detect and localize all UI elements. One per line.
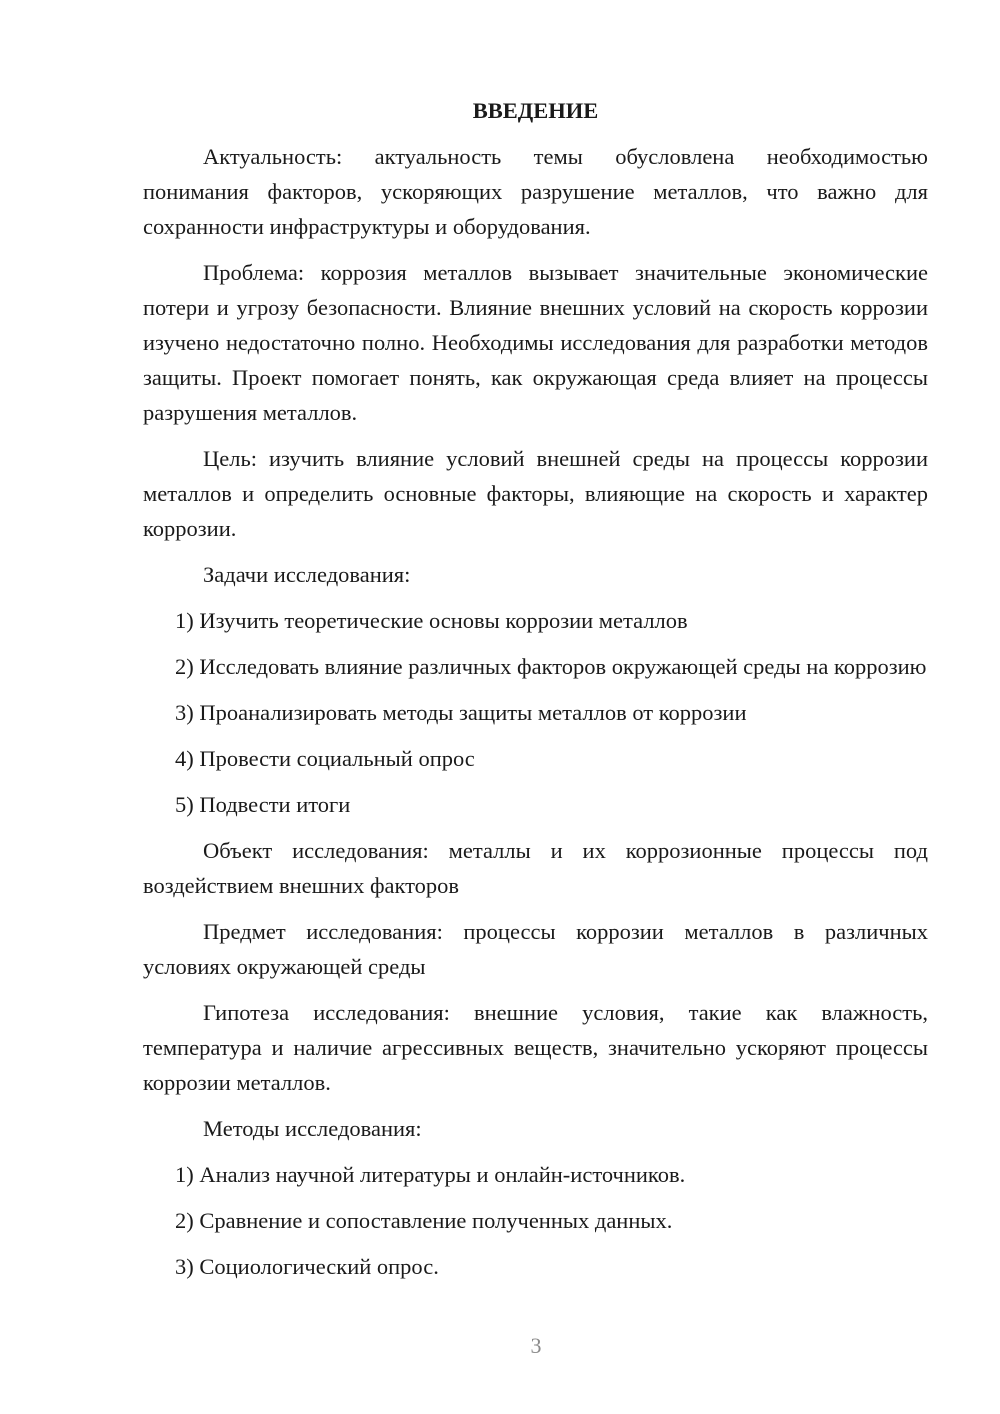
task-item: 1) Изучить теоретические основы коррозии металлов <box>175 608 688 633</box>
task-item: 4) Провести социальный опрос <box>175 746 475 771</box>
problem-paragraph: Проблема: коррозия металлов вызывает значительные экономические потери и угрозу безопасности. Влияние внешних условий на скорость коррозии изучено недостаточно полно. Необходимы исследования для разработки методов защиты. Проект помогает понять, как окружающая среда влияет на процессы разрушения металлов. <box>143 260 928 425</box>
task-item: 5) Подвести итоги <box>175 792 351 817</box>
relevance-paragraph: Актуальность: актуальность темы обусловлена необходимостью понимания факторов, ускоряющих разрушение металлов, что важно для сохранности инфраструктуры и оборудования. <box>143 144 928 239</box>
goal-paragraph: Цель: изучить влияние условий внешней среды на процессы коррозии металлов и определить основные факторы, влияющие на скорость и характер коррозии. <box>143 446 928 541</box>
method-item: 2) Сравнение и сопоставление полученных данных. <box>175 1208 673 1233</box>
subject-paragraph: Предмет исследования: процессы коррозии металлов в различных условиях окружающей среды <box>143 919 928 979</box>
method-item: 3) Социологический опрос. <box>175 1254 439 1279</box>
method-item: 1) Анализ научной литературы и онлайн-источников. <box>175 1162 686 1187</box>
tasks-title: Задачи исследования: <box>203 562 411 587</box>
task-item: 3) Проанализировать методы защиты металлов от коррозии <box>175 700 747 725</box>
task-item: 2) Исследовать влияние различных факторов окружающей среды на коррозию <box>175 654 927 679</box>
object-paragraph: Объект исследования: металлы и их коррозионные процессы под воздействием внешних факторов <box>143 838 928 898</box>
hypothesis-paragraph: Гипотеза исследования: внешние условия, такие как влажность, температура и наличие агрессивных веществ, значительно ускоряют процессы коррозии металлов. <box>143 1000 928 1095</box>
section-heading: ВВЕДЕНИЕ <box>472 98 599 123</box>
methods-title: Методы исследования: <box>203 1116 422 1141</box>
page-number: 3 <box>530 1333 542 1358</box>
document-page <box>143 93 928 1295</box>
